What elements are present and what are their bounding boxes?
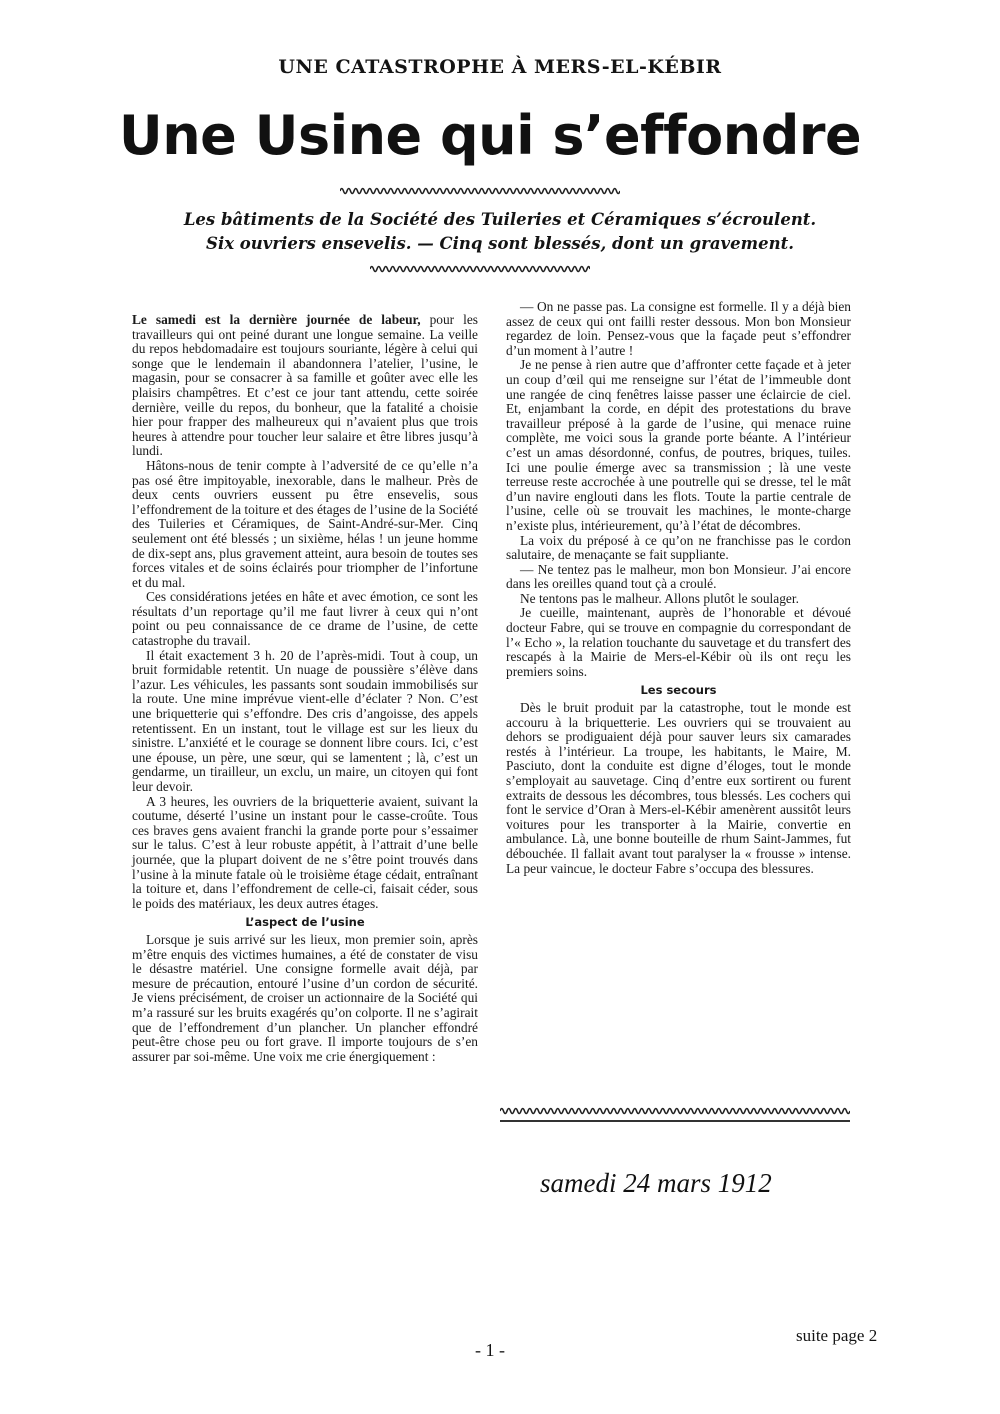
page-number: - 1 -: [475, 1340, 505, 1360]
wavy-rule-end: [500, 1106, 850, 1116]
left-paragraph-1: [132, 313, 478, 459]
subhead-line-1: Les bâtiments de la Société des Tuileries et Céramiques s’écroulent.: [183, 210, 817, 229]
kicker: UNE CATASTROPHE À MERS-EL-KÉBIR: [278, 56, 722, 78]
left-paragraph-1-text: pour les travailleurs qui ont peiné durant une longue semaine. La veille du repos hebdomadaire est toujours souriante, légère à celui qui songe que le lendemain il abandonnera l’atelier, l’usine, le magasin, pour se consacrer à sa famille et goûter avec elle les plaisirs champêtres. Et c’est ce jour tant attendu, cette soirée dernière, veille du repos, du bonheur, que la fatalité a choisie hier pour frapper des malheureux qui n’avaient plus que trois heures à attendre pour toucher leur salaire et être libres jusqu’à lundi.: [132, 312, 478, 459]
left-column: [132, 313, 478, 1064]
right-paragraph-2: Je ne pense à rien autre que d’affronter cette façade et à jeter un coup d’œil qui me renseigne sur l’état de l’immeuble dont une rangée de cinq fenêtres laisse passer une éclaircie de ciel. Et, enjambant la corde, en dépit des protestations du brave travailleur préposé à la garde de l’usine, qui menace ruine complète, me voici sous la grande porte béante. A l’intérieur c’est un amas désordonné, confus, de poutres, briques, tuiles. Ici une poulie émerge avec sa transmission ; là une veste terreuse reste accrochée à une poutrelle qui se dresse, tel le mât d’un navire englouti dans les flots. Toute la partie centrale de l’usine, celle où se trouvait les machines, le monte-charge n’existe plus, intérieurement, qu’à l’état de décombres.: [506, 357, 851, 533]
subhead: [100, 208, 900, 256]
continuation-note: suite page 2: [796, 1326, 878, 1345]
right-paragraph-5: Ne tentons pas le malheur. Allons plutôt le soulager.: [520, 590, 799, 606]
left-paragraph-5: A 3 heures, les ouvriers de la briquetterie avaient, suivant la coutume, déserté l’usine un instant pour le casse-croûte. Tous ces braves gens avaient franchi la grande porte pour s’essaimer sur le talus. C’est à leur robuste appétit, à l’attrait d’une belle journée, que la plupart doivent de ne s’être point trouvés dans l’usine à la minute fatale où le troisième étage cédait, entraînant la toiture et, dans l’effondrement de celle-ci, faisait céder, sous le poids des matériaux, les deux autres étages.: [132, 793, 478, 911]
right-paragraph-3: La voix du préposé à ce qu’on ne franchisse pas le cordon salutaire, de menaçante se fait suppliante.: [506, 532, 851, 563]
left-paragraph-4: Il était exactement 3 h. 20 de l’après-midi. Tout à coup, un bruit formidable retentit. Un nuage de poussière s’élève dans l’azur. Les véhicules, les passants sont soudain immobilisés sur la route. Une mine imprévue vient-elle d’éclater ? Non. C’est une briquetterie qui s’effondre. Des cris d’angoisse, des appels retentissent. En un instant, tout le village est sur les lieux du sinistre. L’anxiété et le courage se donnent libre cours. Ici, c’est une épouse, un père, une sœur, qui se lamentent ; là, c’est un gendarme, un tirailleur, un exclu, un maire, un citoyen qui font leur devoir.: [132, 647, 478, 794]
wavy-rule-top: [340, 186, 620, 196]
right-paragraph-1: — On ne passe pas. La consigne est formelle. Il y a déjà bien assez de ceux qui ont failli rester dessous. Mon bon Monsieur regardez de loin. Pensez-vous que la façade peut s’effondrer d’un moment à l’autre !: [506, 299, 851, 358]
right-paragraph-7: Dès le bruit produit par la catastrophe, tout le monde est accouru à la briquetterie. Les ouvriers qui se trouvaient au dehors se prodiguaient déjà pour sauver leurs six camarades restés à l’intérieur. La troupe, les habitants, le Maire, M. Pasciuto, dont la conduite est digne d’éloges, tout le monde s’employait au sauvetage. Cinq d’entre eux sortirent ou furent extraits de dessous les décombres, tous blessés. Les cochers qui font le service d’Oran à Mers-el-Kébir amenèrent aussitôt leurs voitures pour les transporter à la Mairie, convertie en ambulance. Là, une bonne bouteille de rhum Saint-Jammes, fut débouchée. Il fallait avant tout paralyser la « frousse » intense. La peur vaincue, le docteur Fabre s’occupa des blessures.: [506, 700, 851, 876]
subhead-line-2: Six ouvriers ensevelis. — Cinq sont blessés, dont un gravement.: [206, 234, 794, 253]
date-annotation: samedi 24 mars 1912: [540, 1168, 772, 1198]
headline: Une Usine qui s’effondre: [118, 104, 862, 167]
wavy-rule-sub: [370, 264, 590, 274]
lead-in: Le samedi est la dernière journée de labeur,: [132, 312, 421, 327]
left-paragraph-6: Lorsque je suis arrivé sur les lieux, mon premier soin, après m’être enquis des victimes humaines, a été de constater de visu le désastre matériel. Une consigne formelle avait déjà, par mesure de précaution, entouré l’usine d’un cordon de sécurité. Je viens précisément, de croiser un actionnaire de la Société qui m’a rassuré sur les bruits exagérés qu’on colporte. Il ne s’agirait que de l’effondrement d’un plancher. Un plancher effondré peut-être chose peu ou fort grave. Il importe toujours de s’en assurer par soi-même. Une voix me crie énergiquement :: [132, 931, 478, 1064]
end-rule-line: [500, 1120, 850, 1122]
left-paragraph-3: Ces considérations jetées en hâte et avec émotion, ce sont les résultats d’un reportage qu’il me faut livrer à ceux qui n’ont point ou peu connaissance de ce drame de l’usine, de cette catastrophe du travail.: [132, 589, 478, 649]
right-paragraph-4: — Ne tentez pas le malheur, mon bon Monsieur. J’ai encore dans les oreilles quand tout çà a croulé.: [506, 561, 851, 592]
right-column: [506, 300, 851, 876]
right-paragraph-6: Je cueille, maintenant, auprès de l’honorable et dévoué docteur Fabre, qui se trouve en compagnie du correspondant de l’« Echo », la relation touchante du sauvetage et du transfert des rescapés à la Mairie de Mers-el-Kébir où ils ont reçu les premiers soins.: [506, 605, 851, 679]
right-subtitle: Les secours: [640, 683, 717, 698]
left-subtitle: L’aspect de l’usine: [245, 915, 365, 930]
left-paragraph-2: Hâtons-nous de tenir compte à l’adversité de ce qu’elle n’a pas osé être impitoyable, inexorable, dans le malheur. Près de deux cents ouvriers eussent pu être ensevelis, sous l’effondrement de la toiture et des étages de l’usine de la Société des Tuileries et Céramiques, de Saint-André-sur-Mer. Cinq seulement ont été blessés ; un sixième, hélas ! un jeune homme de dix-sept ans, plus gravement atteint, aura besoin de toutes ses forces vitales et de soins éclairés pour triompher de l’infortune et du mal.: [132, 457, 478, 590]
